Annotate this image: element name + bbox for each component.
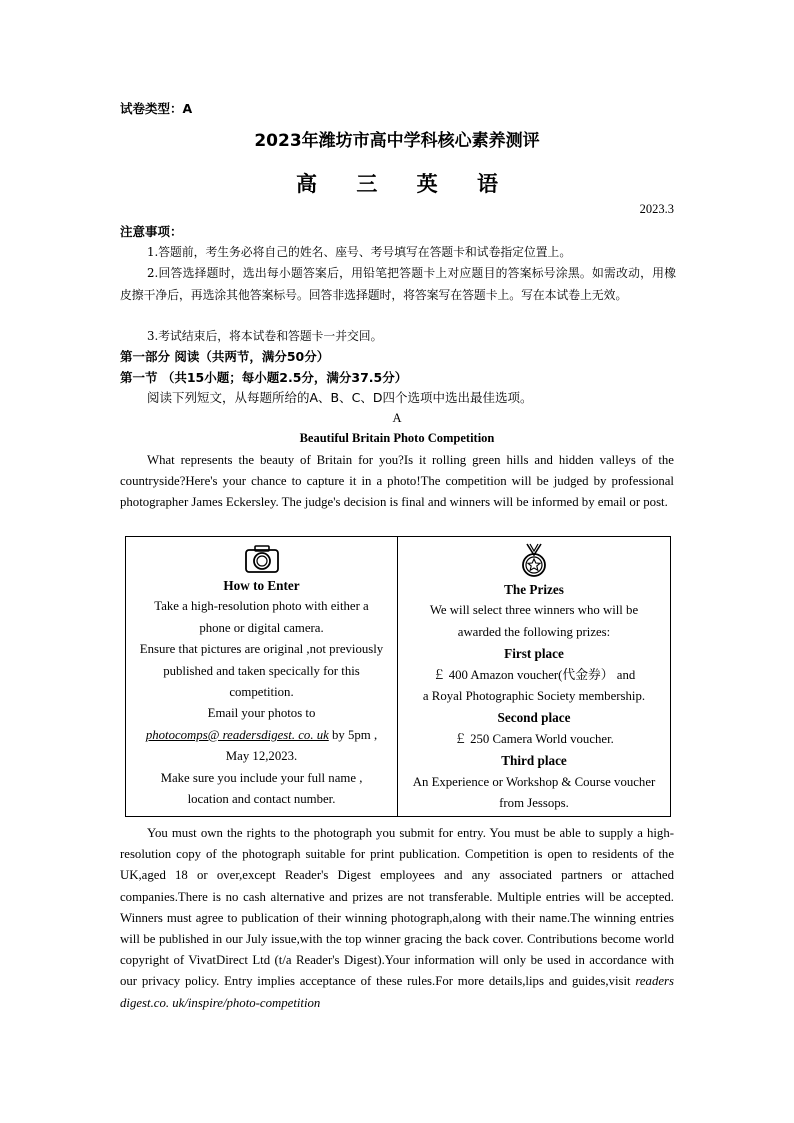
part-heading: 第一部分 阅读（共两节，满分50分） bbox=[120, 349, 330, 364]
first-place-heading: First place bbox=[504, 646, 564, 662]
enter-line-1: Take a high-resolution photo with either a bbox=[154, 599, 369, 614]
prizes-column bbox=[398, 537, 670, 816]
rules-url-link[interactable]: readers digest.co. uk/inspire/photo-competition bbox=[120, 974, 674, 1010]
notes-heading: 注意事项： bbox=[120, 224, 183, 239]
enter-line-8: May 12,2023. bbox=[225, 749, 298, 764]
enter-line-7 bbox=[126, 725, 397, 746]
note-item-1: 1.答题前，考生务必将自己的姓名、座号、考号填写在答题卡和试卷指定位置上。 bbox=[147, 245, 572, 259]
prizes-heading: The Prizes bbox=[504, 582, 564, 597]
passage-title: Beautiful Britain Photo Competition bbox=[299, 431, 495, 445]
exam-title: 2023年潍坊市高中学科核心素养测评 bbox=[254, 131, 540, 151]
medal-icon bbox=[519, 543, 549, 579]
enter-line-2: phone or digital camera. bbox=[199, 620, 324, 635]
section-instruction: 阅读下列短文，从每题所给的A、B、C、D四个选项中选出最佳选项。 bbox=[147, 390, 533, 405]
second-place-line: ￡ 250 Camera World voucher. bbox=[454, 731, 614, 746]
note-item-3: 3.考试结束后，将本试卷和答题卡一并交回。 bbox=[147, 329, 383, 343]
enter-line-4: published and taken specically for this bbox=[163, 663, 360, 678]
first-place-line-1: ￡ 400 Amazon voucher(代金券） and bbox=[432, 667, 636, 682]
how-to-enter-column bbox=[126, 537, 397, 816]
enter-line-9: Make sure you include your full name , bbox=[160, 770, 363, 785]
passage-letter: A bbox=[392, 411, 402, 425]
how-to-enter-heading: How to Enter bbox=[223, 578, 300, 593]
third-place-line-2: from Jessops. bbox=[499, 796, 569, 811]
passage-intro: What represents the beauty of Britain for you?Is it rolling green hills and hidden valleys of the countryside?Here's your chance to capture it in a photo!The competition will be judged by professional photographer James Eckersley. The judge's decision is final and winners will be informed by email or post. bbox=[120, 453, 674, 510]
entry-email-link[interactable]: photocomps@ readersdigest. co. uk bbox=[145, 727, 329, 742]
rules-text: You must own the rights to the photograph you submit for entry. You must be able to supply a high-resolution copy of the photograph suitable for print publication. Competition is open to residents of the UK,aged 18 or over,except Reader's Digest employees and any associated partners or attached companies.There is no cash alternative and prizes are not transferable. Multiple entries will be accepted. Winners must agree to publication of their winning photograph,along with their name.The winning entries will be published in our July issue,with the top winner gracing the back cover. Contributions become world copyright of VivatDirect Ltd (t/a Reader's Digest).Your information will only be used in accordance with our privacy policy. Entry implies acceptance of these rules.For more details,lips and guides,visit bbox=[120, 826, 674, 989]
camera-icon bbox=[244, 543, 280, 575]
exam-subject: 高 三 英 语 bbox=[296, 172, 514, 196]
enter-line-6: Email your photos to bbox=[207, 706, 316, 721]
second-place-heading: Second place bbox=[497, 710, 571, 726]
prizes-intro-2: awarded the following prizes: bbox=[457, 624, 611, 639]
first-place-line-2: a Royal Photographic Society membership. bbox=[422, 689, 646, 704]
prizes-intro-1: We will select three winners who will be bbox=[429, 603, 639, 618]
exam-date: 2023.3 bbox=[639, 202, 674, 216]
third-place-heading: Third place bbox=[501, 753, 567, 769]
enter-line-5: competition. bbox=[229, 685, 294, 700]
entry-deadline-time: by 5pm , bbox=[328, 727, 378, 742]
note-item-2: 2.回答选择题时，选出每小题答案后，用铅笔把答题卡上对应题目的答案标号涂黑。如需改动，用橡皮擦干净后，再选涂其他答案标号。回答非选择题时，将答案写在答题卡上。写在本试卷上无效。 bbox=[120, 266, 676, 302]
section-heading: 第一节 （共15小题；每小题2.5分，满分37.5分） bbox=[120, 370, 408, 385]
exam-type-label: 试卷类型：A bbox=[120, 101, 193, 116]
passage-rules bbox=[120, 823, 674, 1014]
competition-info-box bbox=[125, 536, 671, 817]
third-place-line-1: An Experience or Workshop & Course voucher bbox=[412, 774, 656, 789]
enter-line-10: location and contact number. bbox=[187, 792, 336, 807]
enter-line-3: Ensure that pictures are original ,not previously bbox=[139, 642, 384, 657]
